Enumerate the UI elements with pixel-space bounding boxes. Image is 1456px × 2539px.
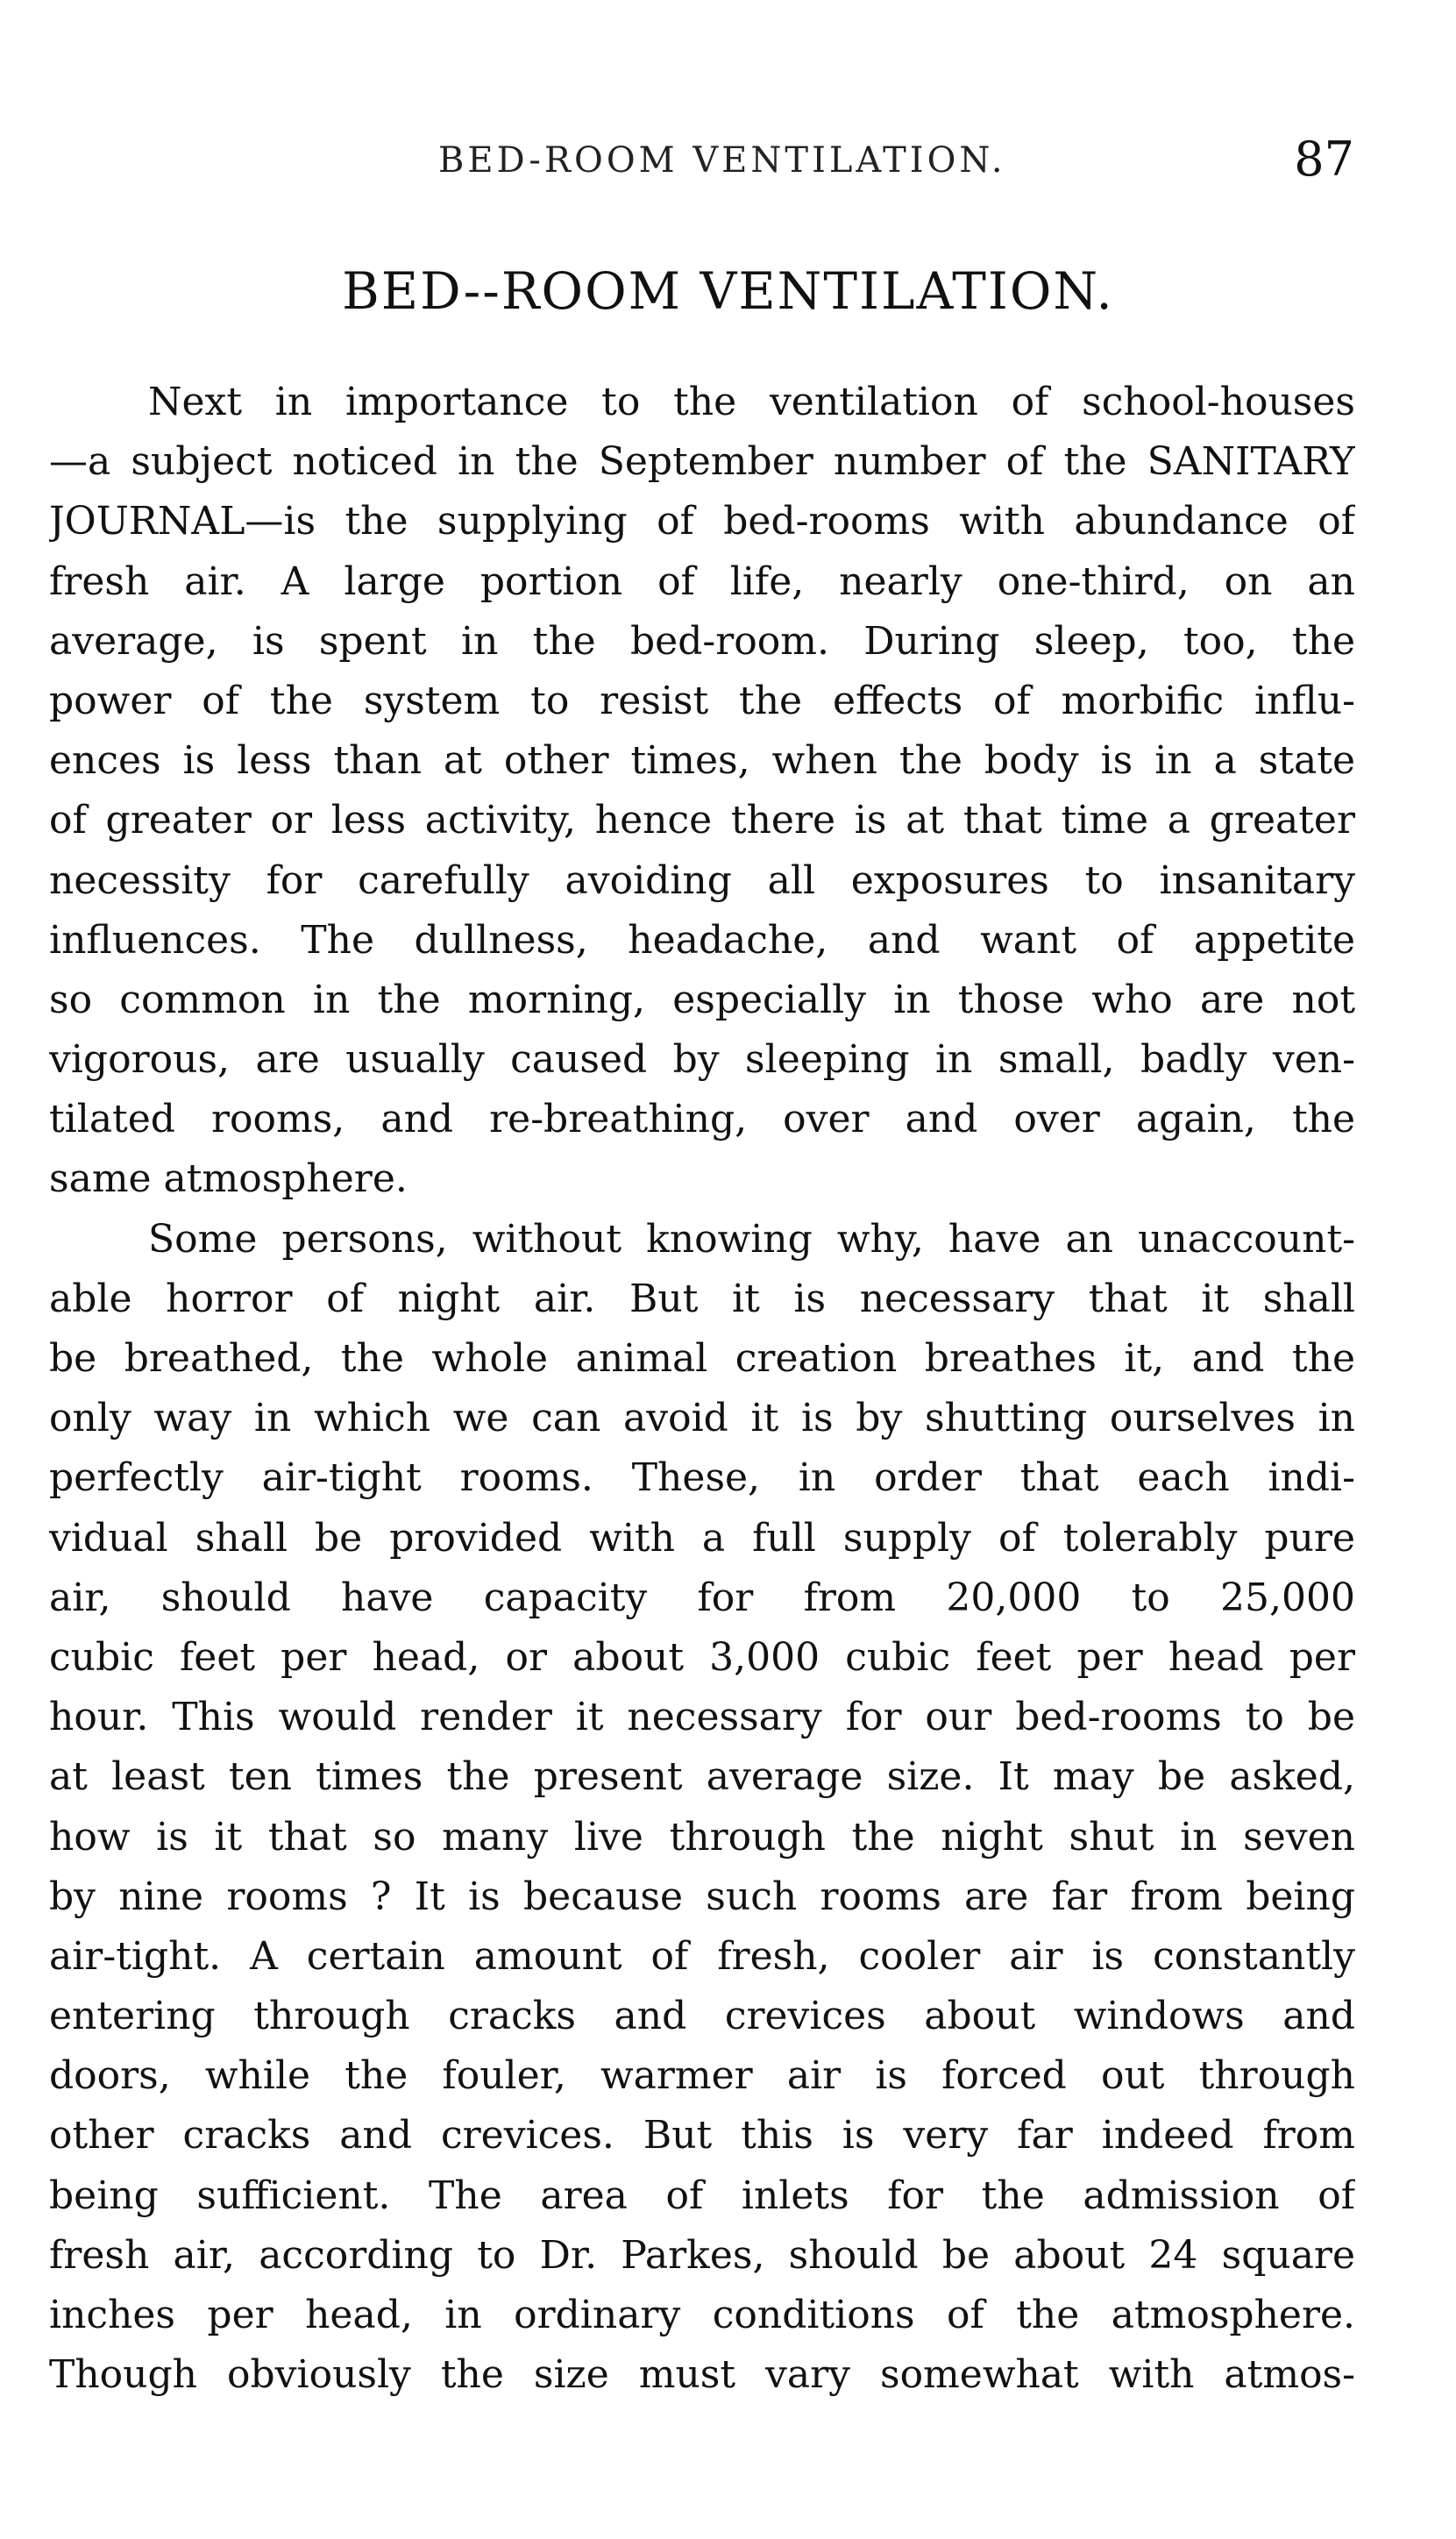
text-line: of greater or less activity, hence there is at that time a greater <box>49 798 1355 843</box>
text-line: vidual shall be provided with a full supply of tolerably pure <box>49 1515 1355 1561</box>
text-line: air, should have capacity for from 20,000 to 25,000 <box>49 1575 1355 1620</box>
text-line: other cracks and crevices. But this is very far indeed from <box>49 2113 1355 2159</box>
text-line: necessity for carefully avoiding all exposures to insanitary <box>49 857 1355 903</box>
text-line: ences is less than at other times, when the body is in a state <box>49 738 1355 784</box>
text-line: average, is spent in the bed-room. During sleep, too, the <box>49 618 1355 664</box>
text-line: entering through cracks and crevices about windows and <box>49 1994 1355 2039</box>
text-line: tilated rooms, and re-breathing, over and over again, the <box>49 1097 1355 1142</box>
text-line: Though obviously the size must vary somewhat with atmos- <box>49 2352 1355 2398</box>
text-line: at least ten times the present average size. It may be asked, <box>49 1754 1355 1800</box>
text-line: cubic feet per head, or about 3,000 cubic feet per head per <box>49 1634 1355 1680</box>
text-line: vigorous, are usually caused by sleeping in small, badly ven- <box>49 1037 1355 1083</box>
article-title: BED--ROOM VENTILATION. <box>342 261 1114 321</box>
text-line: being sufficient. The area of inlets for the admission of <box>49 2173 1355 2218</box>
text-line: doors, while the fouler, warmer air is forced out through <box>49 2053 1355 2099</box>
text-line: hour. This would render it necessary for our bed-rooms to be <box>49 1695 1355 1740</box>
text-line: inches per head, in ordinary conditions of the atmosphere. <box>49 2293 1355 2337</box>
text-line: fresh air. A large portion of life, nearly one-third, on an <box>49 558 1355 604</box>
text-line: perfectly air-tight rooms. These, in order that each indi- <box>49 1455 1355 1501</box>
text-line: how is it that so many live through the night shut in seven <box>49 1814 1355 1860</box>
text-line: be breathed, the whole animal creation breathes it, and the <box>49 1336 1355 1381</box>
text-line: same atmosphere. <box>49 1156 408 1202</box>
text-line: —a subject noticed in the September number of the SANITARY <box>49 439 1355 485</box>
page-number: 87 <box>1294 132 1354 187</box>
text-line: JOURNAL—is the supplying of bed-rooms with abundance of <box>49 499 1355 544</box>
text-line: influences. The dullness, headache, and want of appetite <box>49 917 1355 963</box>
text-line: by nine rooms ? It is because such rooms are far from being <box>49 1874 1355 1919</box>
running-head <box>0 132 1456 202</box>
article-body <box>49 373 1355 2405</box>
text-line: air-tight. A certain amount of fresh, cooler air is constantly <box>49 1933 1355 1979</box>
text-line: so common in the morning, especially in those who are not <box>49 977 1355 1022</box>
text-line: Next in importance to the ventilation of school-houses <box>148 380 1355 424</box>
running-title: BED-ROOM VENTILATION. <box>438 140 1006 181</box>
text-line: only way in which we can avoid it is by shutting ourselves in <box>49 1396 1355 1441</box>
text-line: power of the system to resist the effects of morbific influ- <box>49 678 1355 723</box>
paragraph-1 <box>49 373 1355 1210</box>
text-line: able horror of night air. But it is necessary that it shall <box>49 1276 1355 1321</box>
text-line: fresh air, according to Dr. Parkes, should be about 24 square <box>49 2232 1355 2278</box>
paragraph-2 <box>49 1210 1355 2406</box>
text-line: Some persons, without knowing why, have an unaccount- <box>148 1216 1355 1262</box>
